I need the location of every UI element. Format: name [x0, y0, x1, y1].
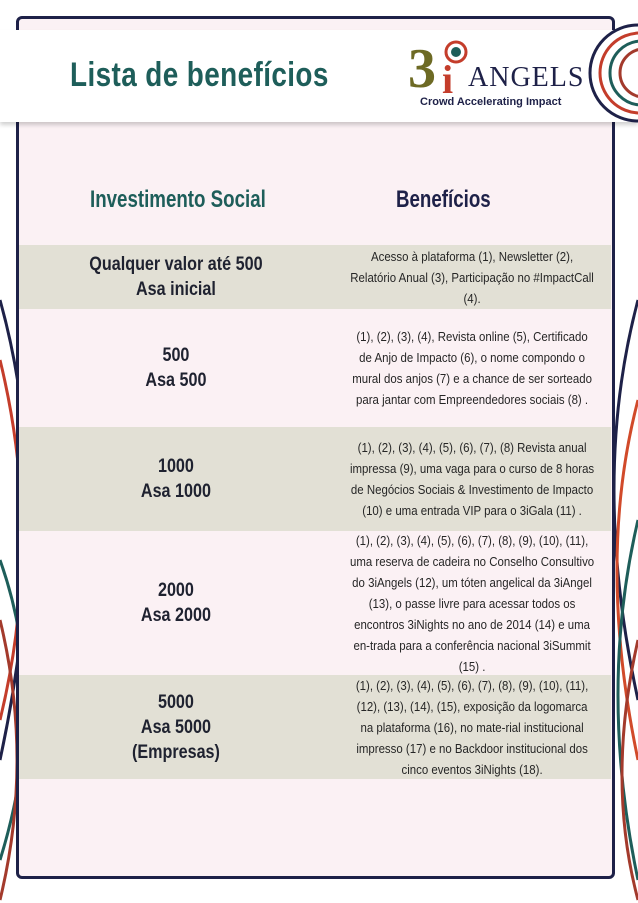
logo-name: ANGELS — [468, 62, 585, 93]
benefits-text: Acesso à plataforma (1), Newsletter (2), Relatório Anual (3), Participação no #ImpactCall (4). — [350, 248, 594, 306]
brand-logo — [408, 38, 585, 114]
tier-label: 500 Asa 500 — [145, 345, 207, 391]
column-header-benefits: Benefícios — [396, 186, 491, 213]
benefits-text: (1), (2), (3), (4), (5), (6), (7), (8) Revista anual impressa (9), uma vaga para o curso de 8 horas de Negócios Sociais & Investimento de Impacto (10) e uma entrada VIP para o 3iGala (11) . — [349, 440, 595, 518]
left-arc-darkred — [0, 620, 17, 900]
header-circle-emblem — [578, 18, 638, 128]
column-header-investment: Investimento Social — [90, 186, 266, 213]
table-row — [19, 675, 611, 779]
table-row — [19, 309, 611, 427]
logo-tagline: Crowd Accelerating Impact — [420, 96, 562, 108]
benefits-text: (1), (2), (3), (4), (5), (6), (7), (8), (9), (10), (11), (12), (13), (14), (15), exposição da logomarca na plataforma (16), no mate-rial institucional impresso (17) e no Backdoor institucional dos cinco eventos 3iNights (18). — [355, 677, 589, 777]
table-row — [19, 427, 611, 531]
table-row — [19, 245, 611, 309]
tier-label: 2000 Asa 2000 — [140, 580, 211, 626]
right-arc-navy — [614, 300, 638, 700]
table-row — [19, 531, 611, 675]
tier-label: Qualquer valor até 500 Asa inicial — [89, 254, 263, 300]
benefits-text: (1), (2), (3), (4), (5), (6), (7), (8), (9), (10), (11), uma reserva de cadeira no Conselho Consultivo do 3iAngels (12), um tóten angelical da 3iAngel (13), o passe livre para acessar todos os encontros 3iNights no ano de 2014 (14) e uma en-trada para a conferência nacional 3iSummit (15) . — [349, 532, 595, 674]
tier-label: 5000 Asa 5000 (Empresas) — [131, 691, 220, 763]
logo-letter: i — [442, 57, 454, 102]
tier-label: 1000 Asa 1000 — [140, 456, 211, 502]
logo-number: 3 — [408, 38, 436, 100]
page-title: Lista de benefícios — [70, 56, 329, 94]
benefits-text: (1), (2), (3), (4), Revista online (5), Certificado de Anjo de Impacto (6), o nome compondo o mural dos anjos (7) e a chance de ser sorteado para jantar com Empreendedores sociais (8) . — [352, 329, 592, 407]
